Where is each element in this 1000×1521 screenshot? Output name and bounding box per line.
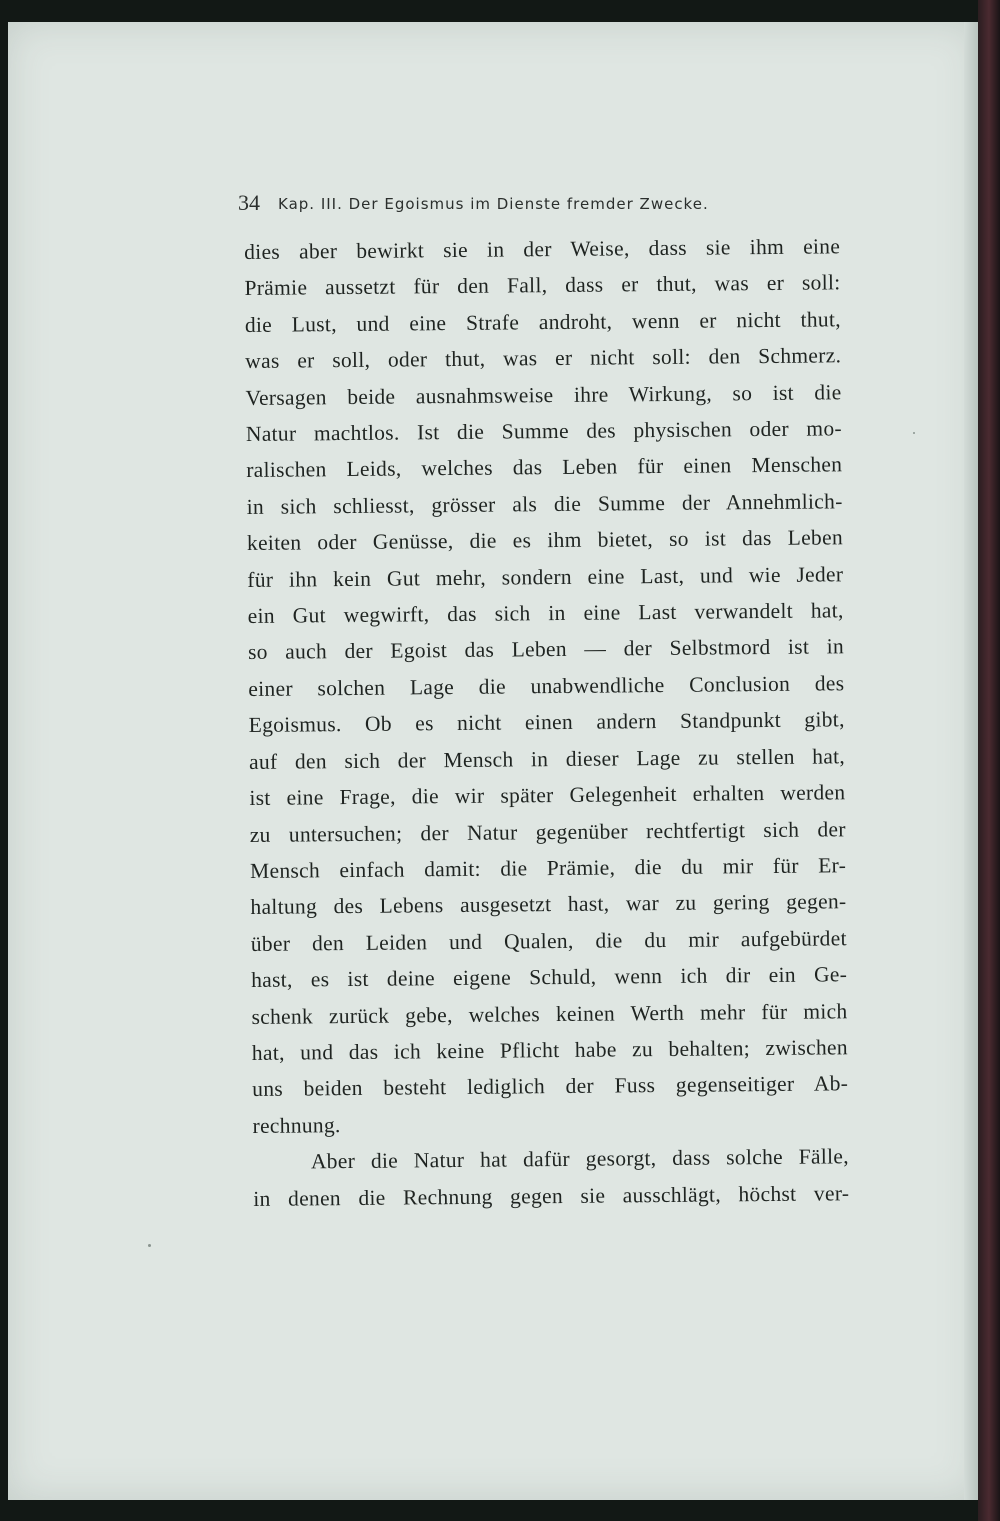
text-line: dies aber bewirkt sie in der Weise, dass sie ihm eine bbox=[244, 234, 841, 264]
text-line: uns beiden besteht lediglich der Fuss gegenseitiger Ab- bbox=[252, 1071, 849, 1102]
paragraph-2 bbox=[253, 1138, 850, 1217]
text-line: Prämie aussetzt für den Fall, dass er thut, was er soll: bbox=[244, 270, 841, 301]
text-line: in sich schliesst, grösser als die Summe der Annehmlich- bbox=[246, 489, 843, 519]
text-line: in denen die Rechnung gegen sie ausschlägt, höchst ver- bbox=[253, 1180, 850, 1211]
text-line: zu untersuchen; der Natur gegenüber rechtfertigt sich der bbox=[249, 816, 846, 847]
text-line: über den Leiden und Qualen, die du mir aufgebürdet bbox=[250, 925, 847, 956]
running-header bbox=[238, 190, 798, 216]
text-line: ein Gut wegwirft, das sich in eine Last verwandelt hat, bbox=[247, 598, 844, 629]
page-number: 34 bbox=[238, 190, 260, 215]
text-line: ralischen Leids, welches das Leben für einen Menschen bbox=[246, 452, 843, 483]
text-line: auf den sich der Mensch in dieser Lage zu stellen hat, bbox=[248, 743, 846, 774]
body-text bbox=[244, 228, 849, 1217]
text-line: hat, und das ich keine Pflicht habe zu behalten; zwischen bbox=[251, 1035, 848, 1065]
paper-speck bbox=[913, 432, 915, 434]
text-line: Aber die Natur hat dafür gesorgt, dass solche Fälle, bbox=[310, 1144, 849, 1174]
text-line: Egoismus. Ob es nicht einen andern Standpunkt gibt, bbox=[248, 707, 845, 738]
book-cover-edge bbox=[978, 0, 1000, 1521]
text-line: für ihn kein Gut mehr, sondern eine Last, und wie Jeder bbox=[247, 561, 844, 592]
page-edge-shadow bbox=[964, 22, 978, 1500]
text-line: einer solchen Lage die unabwendliche Conclusion des bbox=[248, 671, 845, 701]
text-line: ist eine Frage, die wir später Gelegenheit erhalten werden bbox=[249, 780, 846, 811]
paper-speck bbox=[148, 1244, 151, 1247]
running-title: Kap. III. Der Egoismus im Dienste fremder Zwecke. bbox=[278, 195, 709, 213]
text-line: schenk zurück gebe, welches keinen Werth mehr für mich bbox=[251, 998, 848, 1029]
text-line: die Lust, und eine Strafe androht, wenn er nicht thut, bbox=[244, 307, 841, 337]
text-line: Natur machtlos. Ist die Summe des physischen oder mo- bbox=[245, 416, 843, 447]
text-line: was er soll, oder thut, was er nicht soll: den Schmerz. bbox=[245, 343, 842, 374]
text-line: haltung des Lebens ausgesetzt hast, war zu gering gegen- bbox=[250, 889, 847, 920]
text-line: so auch der Egoist das Leben — der Selbstmord ist in bbox=[247, 634, 845, 665]
paragraph-1 bbox=[244, 228, 849, 1144]
text-line: hast, es ist deine eigene Schuld, wenn ich dir ein Ge- bbox=[251, 962, 848, 993]
text-line: keiten oder Genüsse, die es ihm bietet, so ist das Leben bbox=[246, 525, 844, 556]
text-line: rechnung. bbox=[252, 1112, 341, 1138]
text-line: Mensch einfach damit: die Prämie, die du mir für Er- bbox=[249, 853, 847, 883]
text-line: Versagen beide ausnahmsweise ihre Wirkung, so ist die bbox=[245, 379, 842, 410]
